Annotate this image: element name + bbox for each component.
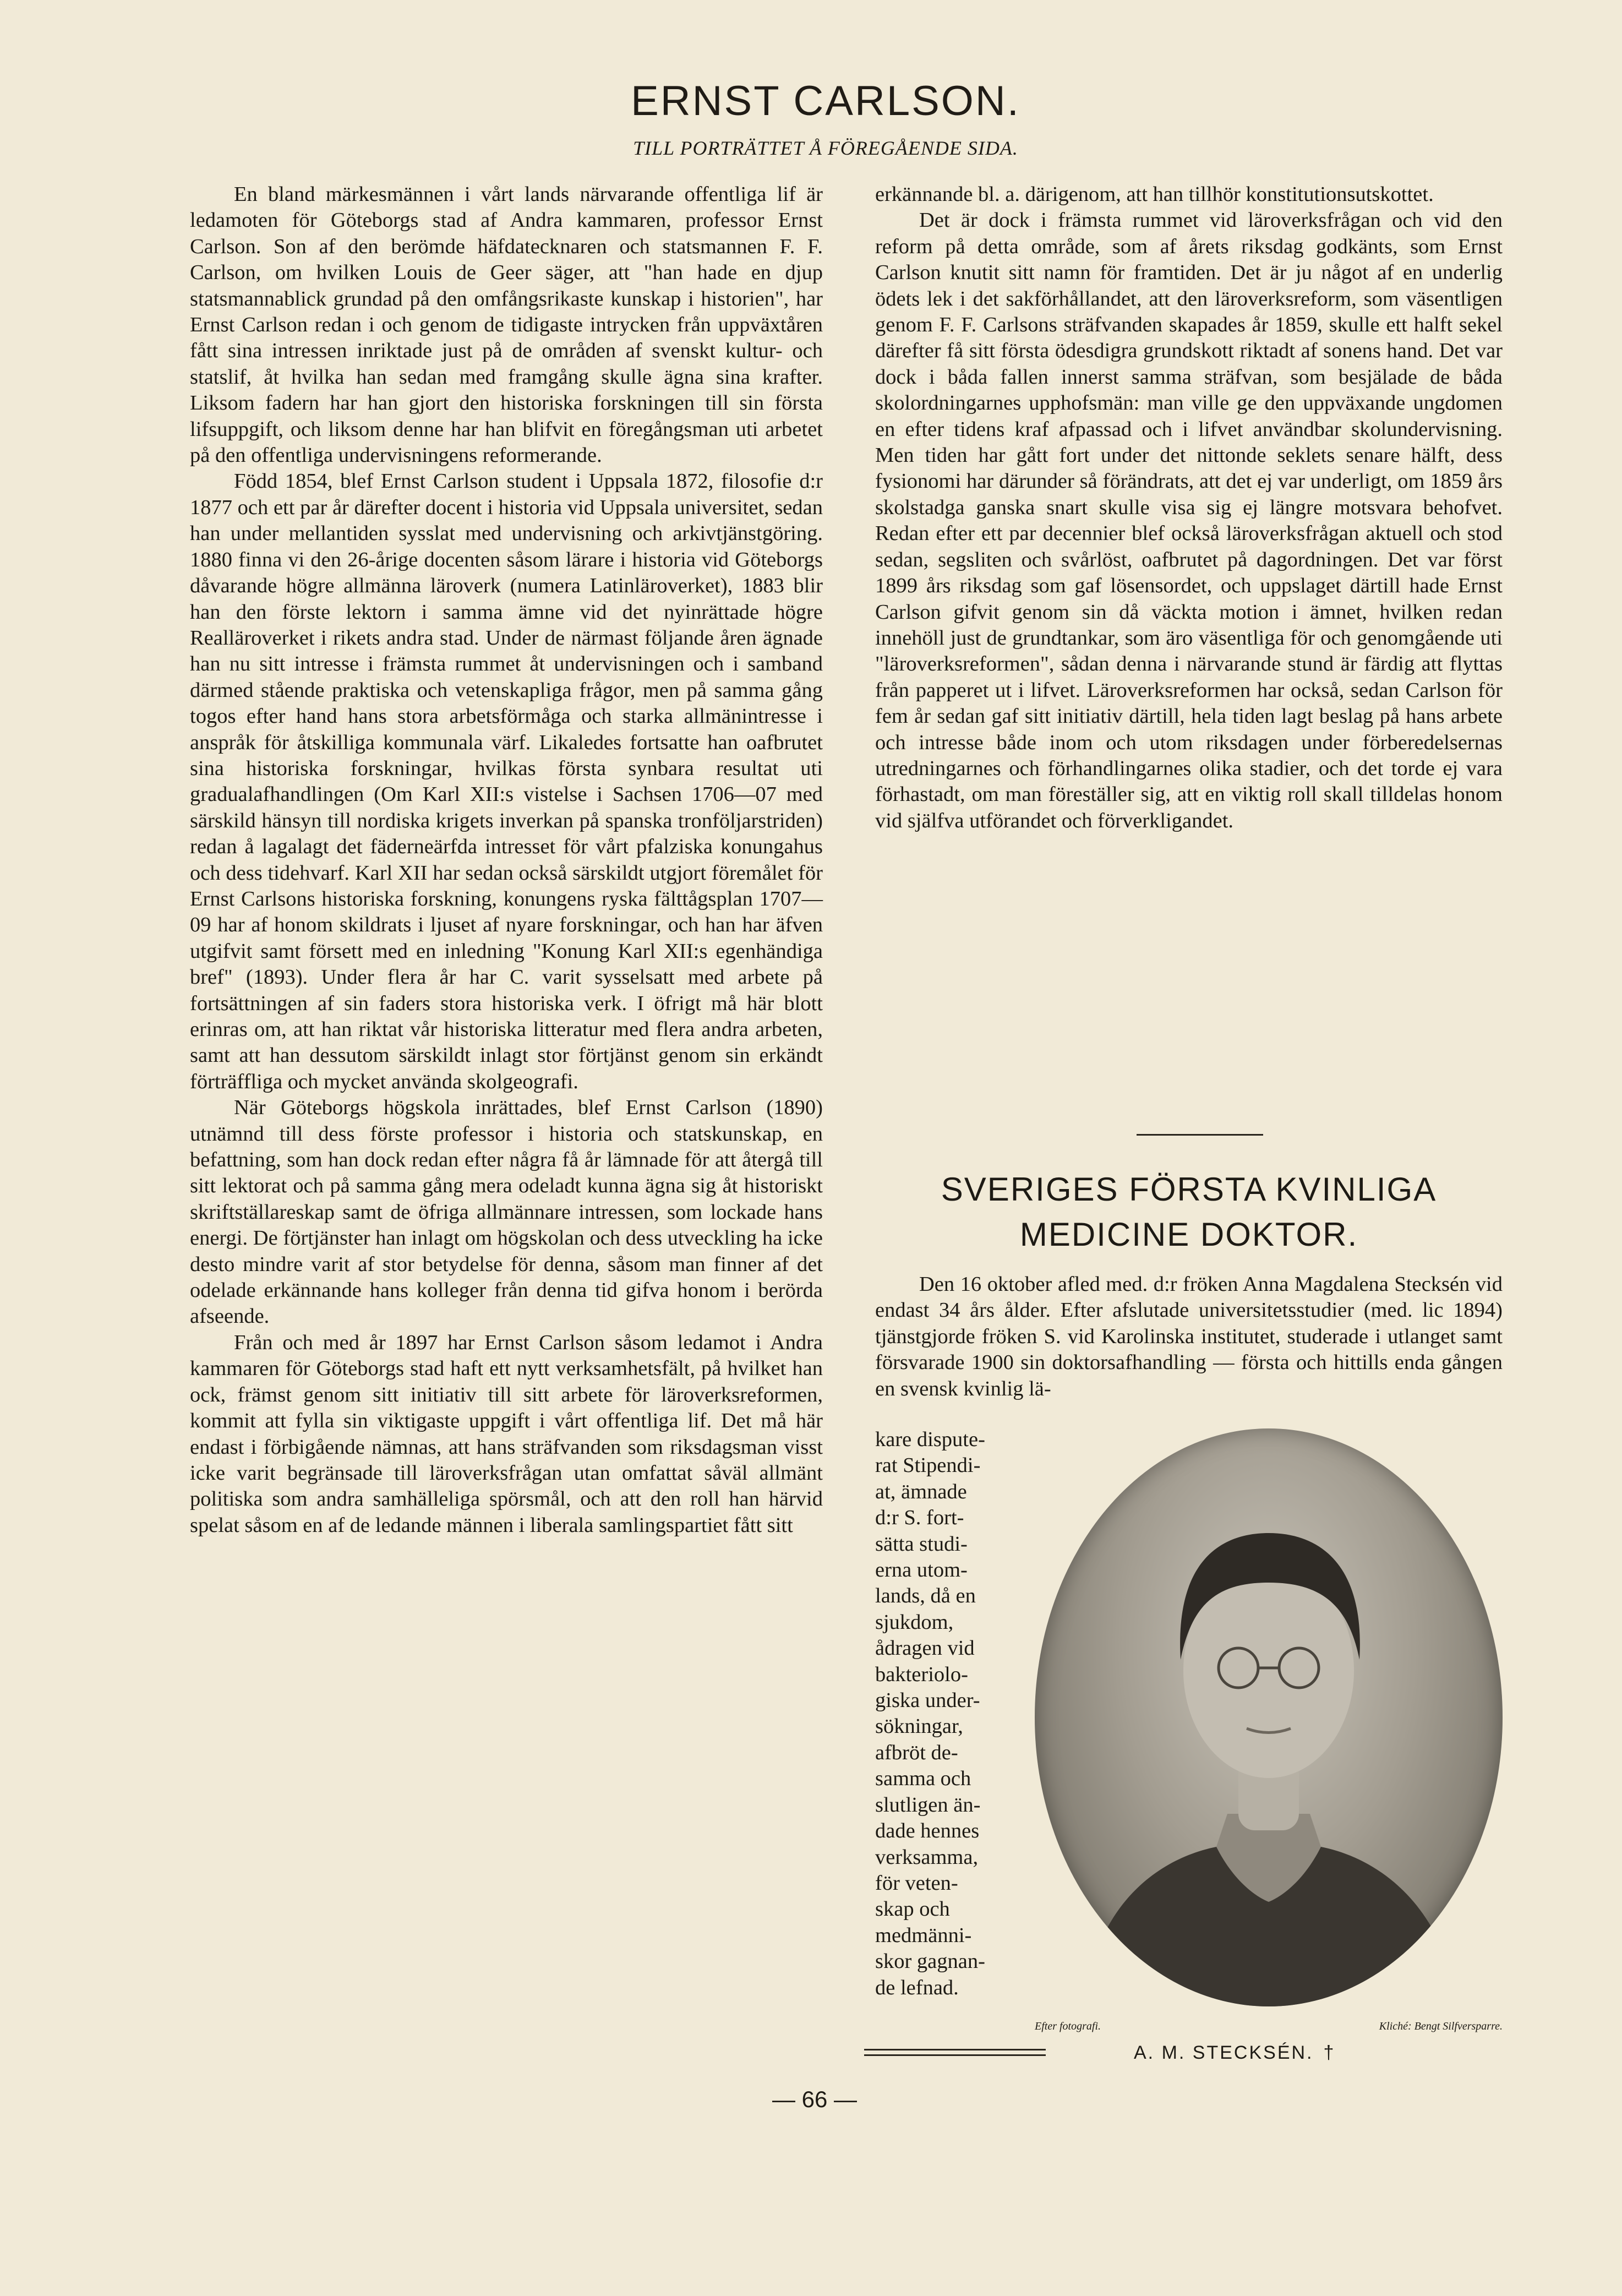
- article2-heading-line1: SVERIGES FÖRSTA KVINLIGA: [941, 1171, 1437, 1208]
- narrow-line: de lefnad.: [875, 1976, 959, 1999]
- narrow-line: för veten-: [875, 1871, 958, 1895]
- portrait-caption: [1134, 2042, 1464, 2064]
- narrow-line: rat Stipendi-: [875, 1454, 981, 1477]
- narrow-line: lands, då en: [875, 1584, 976, 1608]
- narrow-line: skor gagnan-: [875, 1950, 985, 1973]
- narrow-line: dade hennes: [875, 1819, 980, 1843]
- article2-heading-line2: MEDICINE DOKTOR.: [1019, 1216, 1358, 1253]
- narrow-line: verksamma,: [875, 1845, 979, 1869]
- article2-narrow-column: [875, 1427, 1013, 2001]
- narrow-line: medmänni-: [875, 1923, 972, 1947]
- left-column: [190, 182, 823, 2097]
- article-subtitle: TILL PORTRÄTTET Å FÖREGÅENDE SIDA.: [633, 137, 1018, 159]
- narrow-line: sjukdom,: [875, 1610, 954, 1634]
- paragraph: Från och med år 1897 har Ernst Carlson såsom ledamot i Andra kammaren för Göteborgs stad haft ett nytt verksamhetsfält, på hvilket han ock, främst genom sitt initiativ till sitt arbete för läroverksreformen, kommit att fylla sin viktigaste uppgift i vårt offentliga lif. Det må här endast i förbigående nämnas, att hans sträfvanden som riksdagsman visst icke varit begränsade till läroverksfrågan utan omfattat såväl allmänt politiska som andra samhälleliga spörsmål, och att den roll han härvid spelat såsom en af de ledande männen i liberala samlingspartiet fått sitt: [190, 1330, 823, 1537]
- paragraph: När Göteborgs högskola inrättades, blef Ernst Carlson (1890) utnämnd till dess förste professor i historia och statskunskap, en befattning, som han dock redan efter några få år lämnade för att återgå till sitt lektorat och på samma gång mera odeladt kunna ägna sig åt historiskt skriftställareskap samt de öfriga allmännare intressen, som lockade hans energi. De förtjänster han inlagt om högskolan och dess utveckling ha icke desto mindre varit af stor betydelse för denna, såsom man finner af det odelade erkännande hans kolleger från denna tid gifva honom i berörda afseende.: [190, 1096, 823, 1328]
- narrow-line: sätta studi-: [875, 1532, 968, 1556]
- narrow-line: kare dispute-: [875, 1428, 985, 1451]
- narrow-line: d:r S. fort-: [875, 1506, 964, 1530]
- narrow-line: bakteriolo-: [875, 1662, 968, 1686]
- narrow-line: skap och: [875, 1897, 950, 1921]
- page-number: — 66 —: [772, 2086, 858, 2112]
- paragraph: En bland märkesmännen i vårt lands närvarande offentliga lif är ledamoten för Göteborgs stad af Andra kammaren, professor Ernst Carlson. Son af den berömde häfdatecknaren och statsmannen F. F. Carlson, om hvilken Louis de Geer säger, att "han hade en djup statsmannablick grundad på den omfångsrikaste kunskap i historien", har Ernst Carlson redan i och genom de tidigaste intrycken från uppväxtåren fått sina intressen inriktade just på de områden af svenskt kultur- och statslif, åt hvilka han sedan med framgång skulle ägna sina krafter. Liksom fadern har han gjort den historiska forskningen till sin första lifsuppgift, och liksom denne har han blifvit en föregångsman uti arbetet på den offentliga undervisningens reformerande.: [190, 183, 823, 467]
- portrait-figure-icon: [1035, 1428, 1503, 2006]
- photo-credit-right: Kliché: Bengt Silfversparre.: [1379, 2020, 1503, 2032]
- narrow-line: afbröt de-: [875, 1741, 958, 1764]
- portrait-oval: [1035, 1428, 1503, 2006]
- narrow-line: ådragen vid: [875, 1637, 975, 1660]
- paragraph: erkännande bl. a. därigenom, att han tillhör konstitutionsutskottet.: [875, 183, 1434, 206]
- caption-rule-bottom: [864, 2054, 1046, 2056]
- portrait-photo: [1035, 1428, 1503, 2017]
- right-column: [875, 182, 1503, 1106]
- narrow-line: samma och: [875, 1767, 971, 1791]
- section-divider: [1137, 1134, 1263, 1136]
- article2-intro: Den 16 oktober afled med. d:r fröken Anna Magdalena Stecksén vid endast 34 års ålder. Efter afslutade universitetsstudier (med. lic 1894) tjänstgjorde fröken S. vid Karolinska institutet, studerade i utlanget samt försvarade 1900 sin doktorsafhandling — första och hittills enda gången en svensk kvinlig lä-: [875, 1273, 1503, 1400]
- paragraph: Det är dock i främsta rummet vid läroverksfrågan och vid den reform på detta område, som af årets riksdag godkänts, som Ernst Carlson knutit sitt namn för framtiden. Det är ju något af en underlig ödets lek i det sakförhållandet, att den läroverksreform, som väsentligen genom F. F. Carlsons sträfvanden skapades år 1859, skulle ett halft sekel därefter få sitt första ödesdigra grundskott riktadt af sonens hand. Det var dock i båda fallen innerst samma sträfvan, som besjälade de båda skolordningarnes upphofsmän: man ville ge den uppväxande ungdomen en efter tidens kraf afpassad och i lifvet användbar skolundervisning. Men tiden har gått fort under det nittonde seklets senare hälft, dess fysionomi har därunder så förändrats, att det ej var underligt, om 1859 års skolstadga ganska snart skulle visa sig ej längre motsvara behofvet. Redan efter ett par decennier blef också läroverksfrågan aktuell och stod sedan, segsliten och svårlöst, oafbrutet på dagordningen. Det var först 1899 års riksdag som gaf lösensordet, och uppslaget därtill hade Ernst Carlson gifvit genom sin då väckta motion i ämnet, hvilken redan innehöll just de grundtankar, som äro väsentliga för och genomgående uti "läroverksreformen", sådan denna i närvarande stund är färdig att flyttas från papperet ut i lifvet. Läroverksreformen har också, sedan Carlson för fem år sedan gaf sitt initiativ därtill, hela tiden lagt beslag på hans arbete och intresse både inom och utom riksdagen under förberedelsernas utredningarnes och förhandlingarnes olika stadier, och det torde ej vara förhastadt, om man föreställer sig, att en viktig roll skall tilldelas honom vid själfva utförandet och förverkligandet.: [875, 209, 1503, 832]
- cross-icon: †: [1323, 2042, 1336, 2063]
- narrow-line: at, ämnade: [875, 1480, 967, 1503]
- narrow-line: erna utom-: [875, 1558, 968, 1582]
- article-title: ERNST CARLSON.: [631, 78, 1020, 124]
- photo-credit-left: Efter fotografi.: [1035, 2020, 1101, 2032]
- narrow-line: sökningar,: [875, 1715, 963, 1738]
- portrait-name: A. M. STECKSÉN.: [1134, 2042, 1314, 2063]
- narrow-line: slutligen än-: [875, 1793, 981, 1817]
- narrow-line: giska under-: [875, 1689, 980, 1713]
- article2-heading: [875, 1167, 1503, 1257]
- paragraph: Född 1854, blef Ernst Carlson student i Uppsala 1872, filosofie d:r 1877 och ett par år därefter docent i historia vid Uppsala universitet, sedan han under mellantiden sysslat med undervisning och arkivtjänstgöring. 1880 finna vi den 26-årige docenten såsom lärare i historia vid Göteborgs dåvarande högre allmänna läroverk (numera Latinläroverket), 1883 blir han den förste lektorn i samma ämne vid det nyinrättade högre Realläroverket i rikets andra stad. Under de närmast följande åren ägnade han nu sitt intresse i främsta rummet åt undervisningen och i samband därmed stående praktiska och vetenskapliga frågor, men på samma gång togos efter hand hans stora arbetsförmåga och starka allmänintresse i anspråk för åtskilliga kommunala värf. Likaledes fortsatte han oafbrutet sina historiska forskningar, hvilkas första synbara resultat uti gradualafhandlingen (Om Karl XII:s vistelse i Sachsen 1706—07 med särskild hänsyn till nordiska krigets inverkan på spanska tronföljarstriden) redan å lagalagt det fäderneärfda intresset för vårt pfalziska konungahus och dess tidehvarf. Karl XII har sedan också särskildt utgjort föremålet för Ernst Carlsons historiska forskning, konungens ryska fälttågsplan 1707—09 har af honom skildrats i ljuset af nyare forskningar, och han har äfven utgifvit samt försett med en inledning "Konung Karl XII:s egenhändiga bref" (1893). Under flera år har C. varit sysselsatt med arbete på fortsättningen af sin faders stora historiska verk. I öfrigt må här blott erinras om, att han riktat vår historiska litteratur med flera andra arbeten, samt att han dessutom särskildt inlagt stor förtjänst genom sin erkändt förträffliga och mycket använda skolgeografi.: [190, 470, 823, 1093]
- article2-intro-block: [875, 1272, 1503, 1402]
- caption-rule-top: [864, 2049, 1046, 2050]
